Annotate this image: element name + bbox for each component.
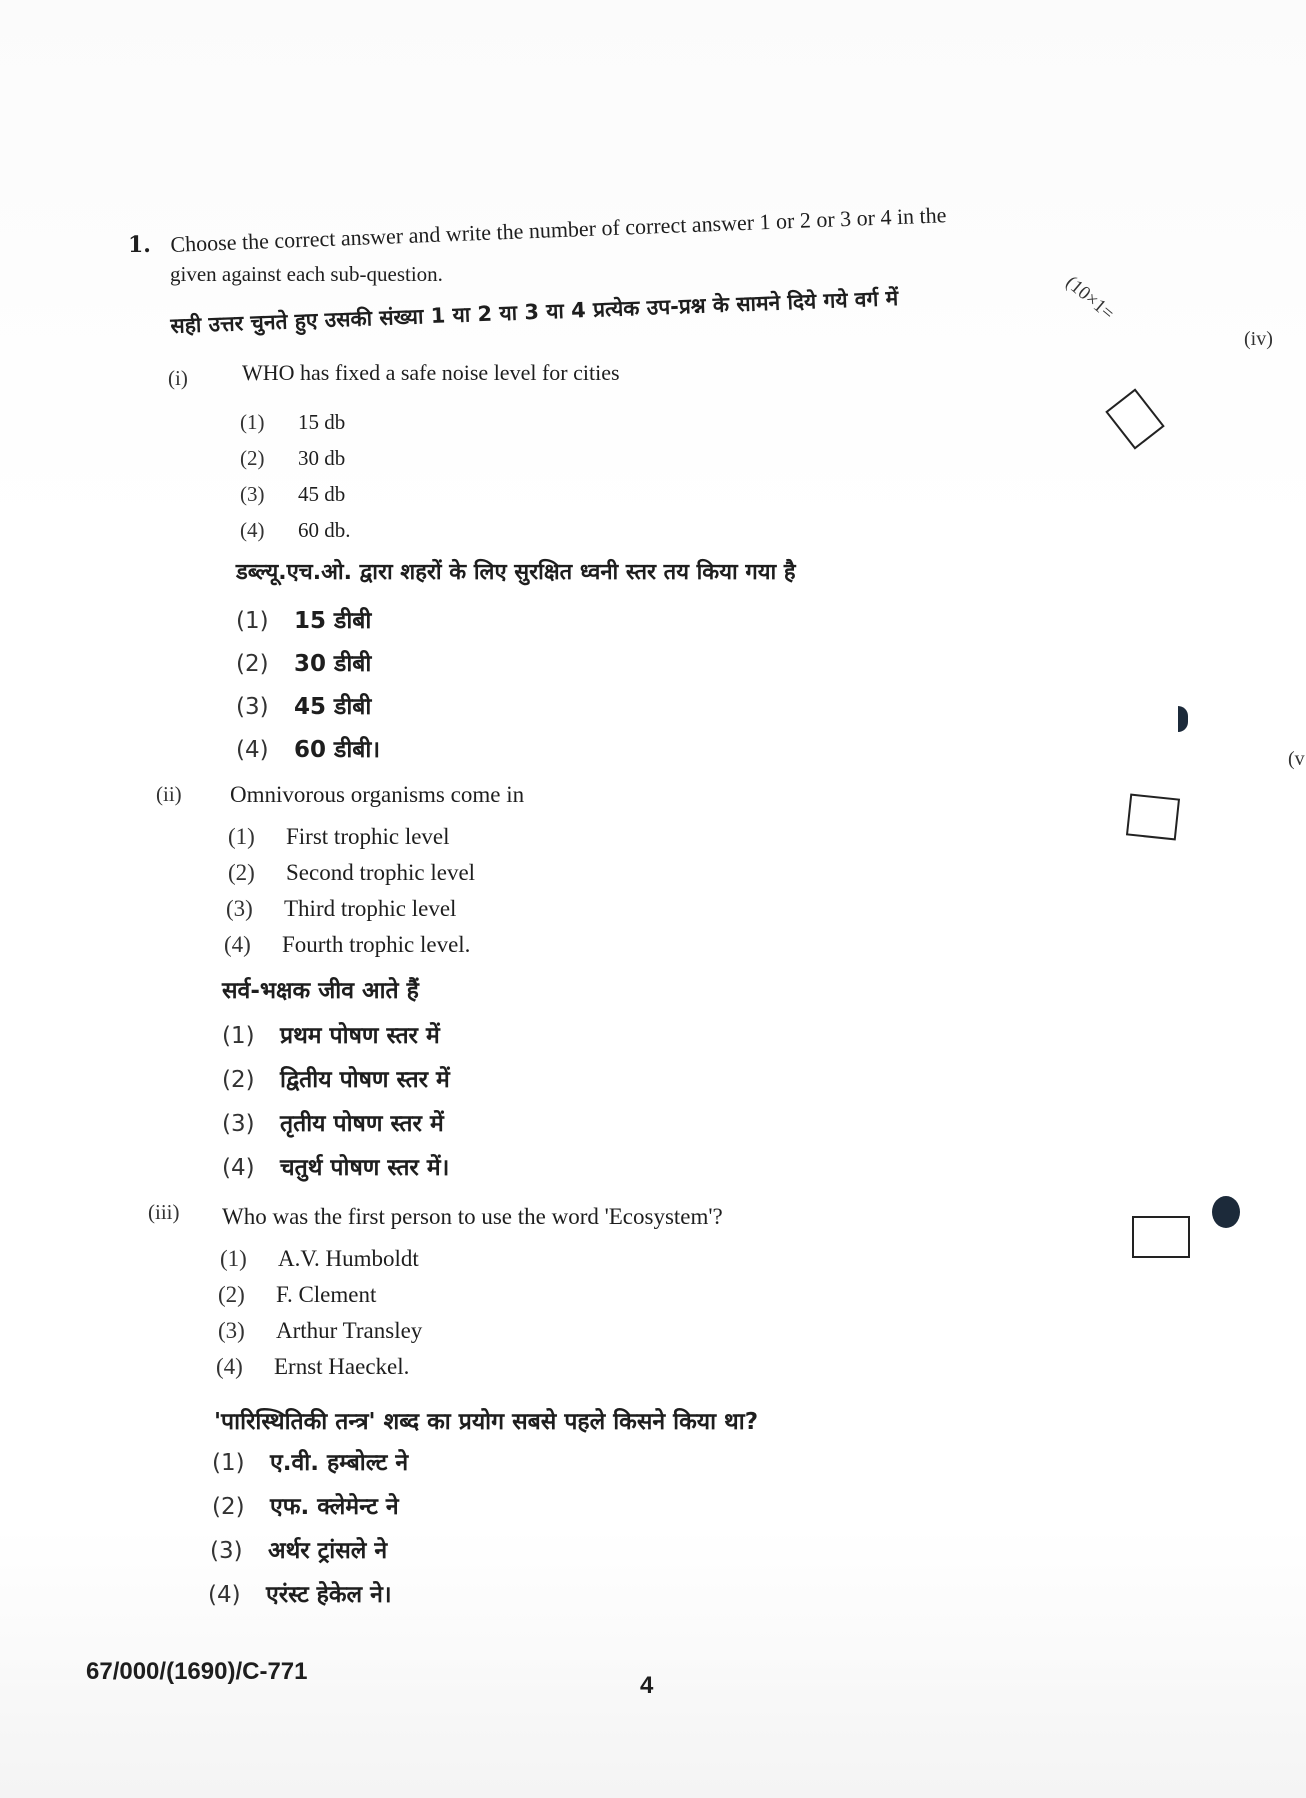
option-number: (1) bbox=[240, 410, 265, 434]
option-number: (3) bbox=[222, 1111, 255, 1137]
option-number: (2) bbox=[222, 1067, 255, 1093]
answer-box-ii[interactable] bbox=[1126, 794, 1180, 841]
instruction-en-line2: given against each sub-question. bbox=[170, 262, 443, 286]
option-en bbox=[218, 1282, 376, 1308]
sub-question-i-text-hi: डब्ल्यू.एच.ओ. द्वारा शहरों के लिए सुरक्षित ध्वनी स्तर तय किया गया है bbox=[236, 560, 796, 585]
edge-label-iv: (iv) bbox=[1244, 328, 1273, 350]
option-en bbox=[228, 860, 475, 886]
option-number: (1) bbox=[228, 824, 255, 849]
option-en bbox=[218, 1318, 422, 1344]
option-text: 15 db bbox=[298, 410, 346, 434]
option-number: (3) bbox=[226, 896, 253, 921]
sub-question-ii-text-en: Omnivorous organisms come in bbox=[230, 782, 525, 807]
option-en bbox=[240, 410, 345, 435]
paper-code: 67/000/(1690)/C-771 bbox=[86, 1658, 308, 1685]
option-text: अर्थर ट्रांसले ने bbox=[268, 1538, 388, 1564]
option-text: Arthur Transley bbox=[276, 1318, 423, 1343]
option-text: A.V. Humboldt bbox=[278, 1246, 419, 1271]
option-hi bbox=[236, 689, 371, 721]
option-hi bbox=[212, 1489, 399, 1521]
option-number: (2) bbox=[240, 446, 265, 470]
option-number: (1) bbox=[220, 1246, 247, 1271]
option-number: (4) bbox=[236, 737, 269, 763]
answer-box-iii[interactable] bbox=[1132, 1216, 1190, 1258]
option-text: Third trophic level bbox=[284, 896, 457, 921]
option-text: एफ. क्लेमेन्ट ने bbox=[270, 1494, 399, 1520]
option-hi bbox=[222, 1062, 450, 1094]
option-text: एरंस्ट हेकेल ने। bbox=[266, 1582, 392, 1608]
option-number: (2) bbox=[212, 1494, 245, 1520]
option-text: Ernst Haeckel. bbox=[274, 1354, 410, 1379]
option-hi bbox=[210, 1533, 387, 1565]
option-number: (1) bbox=[212, 1450, 245, 1476]
option-en bbox=[240, 446, 345, 471]
option-hi bbox=[236, 603, 371, 635]
option-hi bbox=[222, 1106, 444, 1138]
option-text: 45 डीबी bbox=[294, 694, 372, 720]
option-number: (4) bbox=[224, 932, 251, 957]
question-number: 1. bbox=[128, 232, 151, 258]
option-text: 30 db bbox=[298, 446, 346, 470]
edge-label-v: (v bbox=[1288, 748, 1305, 770]
sub-question-i-number: (i) bbox=[168, 366, 188, 390]
option-number: (3) bbox=[236, 694, 269, 720]
page-number: 4 bbox=[640, 1672, 654, 1699]
option-number: (2) bbox=[228, 860, 255, 885]
instruction-en-line1: Choose the correct answer and write the number of correct answer 1 or 2 or 3 or 4 in the bbox=[170, 202, 947, 257]
option-en bbox=[240, 482, 345, 507]
option-number: (3) bbox=[240, 482, 265, 506]
sub-question-ii-text-hi: सर्व-भक्षक जीव आते हैं bbox=[222, 978, 419, 1004]
option-number: (1) bbox=[236, 608, 269, 634]
option-text: तृतीय पोषण स्तर में bbox=[280, 1111, 444, 1137]
option-number: (4) bbox=[208, 1582, 241, 1608]
option-text: द्वितीय पोषण स्तर में bbox=[280, 1067, 450, 1093]
instruction-hi: सही उत्तर चुनते हुए उसकी संख्या 1 या 2 या 3 या 4 प्रत्येक उप-प्रश्न के सामने दिये गये वर्ग में bbox=[170, 286, 899, 338]
option-text: First trophic level bbox=[286, 824, 450, 849]
option-en bbox=[220, 1246, 419, 1272]
option-hi bbox=[236, 646, 371, 678]
option-text: 60 डीबी। bbox=[294, 737, 381, 763]
option-en bbox=[224, 932, 470, 958]
answer-box-i[interactable] bbox=[1105, 388, 1164, 449]
option-en bbox=[216, 1354, 409, 1380]
option-text: प्रथम पोषण स्तर में bbox=[280, 1023, 440, 1049]
sub-question-iii-number: (iii) bbox=[148, 1200, 180, 1224]
option-hi bbox=[222, 1018, 440, 1050]
option-text: 30 डीबी bbox=[294, 651, 372, 677]
option-en bbox=[226, 896, 456, 922]
option-en bbox=[228, 824, 450, 850]
option-number: (2) bbox=[236, 651, 269, 677]
sub-question-iii-text-en: Who was the first person to use the word 'Ecosystem'? bbox=[222, 1204, 723, 1229]
sub-question-ii-number: (ii) bbox=[156, 782, 182, 806]
option-hi bbox=[236, 732, 380, 764]
option-text: 60 db. bbox=[298, 518, 351, 542]
marks-label: (10×1= bbox=[1061, 272, 1119, 325]
option-number: (4) bbox=[240, 518, 265, 542]
option-number: (2) bbox=[218, 1282, 245, 1307]
ink-mark bbox=[1178, 706, 1188, 732]
sub-question-iii-text-hi: 'पारिस्थितिकी तन्त्र' शब्द का प्रयोग सबसे पहले किसने किया था? bbox=[214, 1409, 759, 1435]
option-number: (3) bbox=[210, 1538, 243, 1564]
option-number: (4) bbox=[216, 1354, 243, 1379]
option-hi bbox=[208, 1577, 392, 1609]
option-en bbox=[240, 518, 351, 543]
option-hi bbox=[222, 1150, 449, 1182]
option-text: Fourth trophic level. bbox=[282, 932, 471, 957]
ink-mark bbox=[1212, 1196, 1240, 1228]
option-text: ए.वी. हम्बोल्ट ने bbox=[270, 1450, 409, 1476]
option-text: चतुर्थ पोषण स्तर में। bbox=[280, 1155, 450, 1181]
option-hi bbox=[212, 1445, 408, 1477]
sub-question-i-text-en: WHO has fixed a safe noise level for cities bbox=[242, 360, 620, 385]
option-number: (4) bbox=[222, 1155, 255, 1181]
option-text: F. Clement bbox=[276, 1282, 377, 1307]
option-text: Second trophic level bbox=[286, 860, 476, 885]
option-text: 15 डीबी bbox=[294, 608, 372, 634]
option-number: (3) bbox=[218, 1318, 245, 1343]
option-number: (1) bbox=[222, 1023, 255, 1049]
option-text: 45 db bbox=[298, 482, 346, 506]
